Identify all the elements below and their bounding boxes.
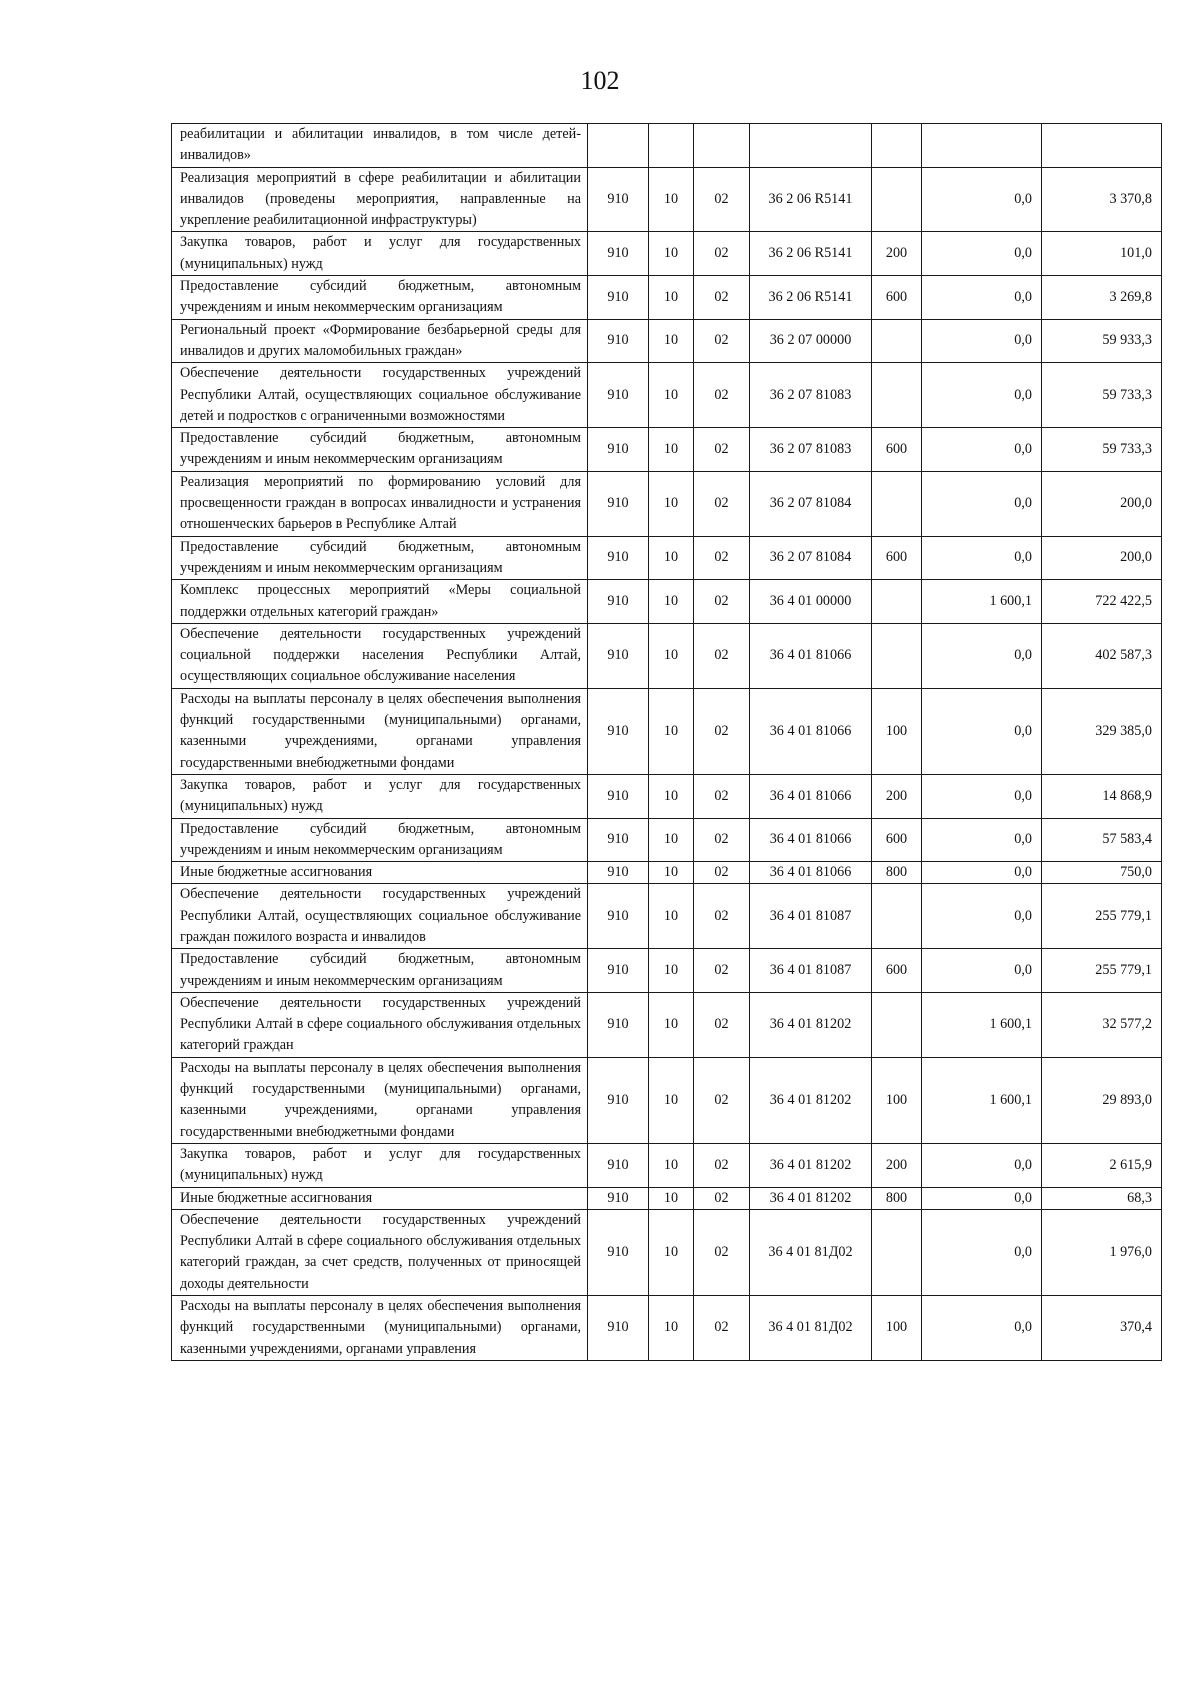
subsection-code-cell: 02 <box>694 862 750 884</box>
table-row <box>172 774 1162 818</box>
table-row <box>172 1187 1162 1209</box>
amount-cell-2: 59 933,3 <box>1042 319 1162 363</box>
expense-type-cell: 200 <box>872 232 922 276</box>
admin-code-cell: 910 <box>588 232 649 276</box>
amount-cell-1: 0,0 <box>922 884 1042 949</box>
target-article-cell: 36 4 01 81087 <box>750 949 872 993</box>
admin-code-cell: 910 <box>588 1296 649 1361</box>
expense-name-cell: Предоставление субсидий бюджетным, автономным учреждениям и иным некоммерческим организациям <box>172 428 588 472</box>
target-article-cell: 36 2 07 81083 <box>750 363 872 428</box>
target-article-cell: 36 2 06 R5141 <box>750 232 872 276</box>
table-row <box>172 471 1162 536</box>
table-row <box>172 884 1162 949</box>
subsection-code-cell: 02 <box>694 319 750 363</box>
table-row <box>172 319 1162 363</box>
target-article-cell: 36 4 01 81066 <box>750 818 872 862</box>
amount-cell-2: 722 422,5 <box>1042 580 1162 624</box>
admin-code-cell: 910 <box>588 319 649 363</box>
amount-cell-2: 14 868,9 <box>1042 774 1162 818</box>
amount-cell-1: 0,0 <box>922 688 1042 774</box>
amount-cell-2: 2 615,9 <box>1042 1143 1162 1187</box>
expense-type-cell <box>872 471 922 536</box>
subsection-code-cell <box>694 124 750 168</box>
section-code-cell: 10 <box>649 536 694 580</box>
target-article-cell: 36 2 06 R5141 <box>750 167 872 232</box>
section-code-cell: 10 <box>649 992 694 1057</box>
target-article-cell: 36 4 01 81202 <box>750 1187 872 1209</box>
section-code-cell: 10 <box>649 363 694 428</box>
subsection-code-cell: 02 <box>694 688 750 774</box>
expense-name-cell: Расходы на выплаты персоналу в целях обеспечения выполнения функций государственными (муниципальными) органами, казенными учреждениями, органами управления государственными внебюджетными фондами <box>172 688 588 774</box>
expense-name-cell: Иные бюджетные ассигнования <box>172 862 588 884</box>
table-row <box>172 167 1162 232</box>
admin-code-cell: 910 <box>588 1187 649 1209</box>
subsection-code-cell: 02 <box>694 536 750 580</box>
admin-code-cell: 910 <box>588 363 649 428</box>
amount-cell-2 <box>1042 124 1162 168</box>
admin-code-cell: 910 <box>588 428 649 472</box>
expense-name-cell: Реализация мероприятий в сфере реабилитации и абилитации инвалидов (проведены мероприятия, направленные на укрепление реабилитационной инфраструктуры) <box>172 167 588 232</box>
admin-code-cell: 910 <box>588 949 649 993</box>
expense-type-cell: 200 <box>872 774 922 818</box>
section-code-cell: 10 <box>649 774 694 818</box>
section-code-cell: 10 <box>649 428 694 472</box>
subsection-code-cell: 02 <box>694 1057 750 1143</box>
expense-name-cell: Обеспечение деятельности государственных учреждений Республики Алтай в сфере социального обслуживания отдельных категорий граждан, за счет средств, полученных от приносящей доходы деятельности <box>172 1209 588 1295</box>
expense-type-cell <box>872 884 922 949</box>
subsection-code-cell: 02 <box>694 167 750 232</box>
amount-cell-1: 0,0 <box>922 623 1042 688</box>
subsection-code-cell: 02 <box>694 774 750 818</box>
expense-name-cell: Закупка товаров, работ и услуг для государственных (муниципальных) нужд <box>172 1143 588 1187</box>
amount-cell-2: 29 893,0 <box>1042 1057 1162 1143</box>
admin-code-cell: 910 <box>588 536 649 580</box>
table-body <box>172 124 1162 1361</box>
target-article-cell: 36 4 01 81202 <box>750 992 872 1057</box>
admin-code-cell: 910 <box>588 992 649 1057</box>
amount-cell-2: 402 587,3 <box>1042 623 1162 688</box>
subsection-code-cell: 02 <box>694 580 750 624</box>
section-code-cell: 10 <box>649 319 694 363</box>
target-article-cell: 36 4 01 81202 <box>750 1143 872 1187</box>
amount-cell-1: 0,0 <box>922 363 1042 428</box>
admin-code-cell: 910 <box>588 688 649 774</box>
amount-cell-1: 0,0 <box>922 1296 1042 1361</box>
expense-name-cell: реабилитации и абилитации инвалидов, в том числе детей-инвалидов» <box>172 124 588 168</box>
section-code-cell: 10 <box>649 818 694 862</box>
table-row <box>172 688 1162 774</box>
amount-cell-1 <box>922 124 1042 168</box>
subsection-code-cell: 02 <box>694 623 750 688</box>
expense-type-cell: 200 <box>872 1143 922 1187</box>
expense-type-cell <box>872 124 922 168</box>
amount-cell-2: 57 583,4 <box>1042 818 1162 862</box>
table-row <box>172 862 1162 884</box>
amount-cell-1: 1 600,1 <box>922 1057 1042 1143</box>
amount-cell-1: 0,0 <box>922 276 1042 320</box>
amount-cell-1: 0,0 <box>922 1209 1042 1295</box>
expense-type-cell <box>872 580 922 624</box>
amount-cell-2: 59 733,3 <box>1042 428 1162 472</box>
subsection-code-cell: 02 <box>694 276 750 320</box>
target-article-cell: 36 4 01 81066 <box>750 623 872 688</box>
section-code-cell: 10 <box>649 232 694 276</box>
target-article-cell: 36 4 01 81087 <box>750 884 872 949</box>
amount-cell-2: 59 733,3 <box>1042 363 1162 428</box>
target-article-cell: 36 4 01 81202 <box>750 1057 872 1143</box>
expense-name-cell: Предоставление субсидий бюджетным, автономным учреждениям и иным некоммерческим организациям <box>172 818 588 862</box>
table-row <box>172 580 1162 624</box>
target-article-cell: 36 4 01 81Д02 <box>750 1296 872 1361</box>
table-row <box>172 623 1162 688</box>
subsection-code-cell: 02 <box>694 884 750 949</box>
table-row <box>172 363 1162 428</box>
expense-type-cell <box>872 992 922 1057</box>
table-row <box>172 276 1162 320</box>
table-row <box>172 992 1162 1057</box>
subsection-code-cell: 02 <box>694 818 750 862</box>
amount-cell-2: 68,3 <box>1042 1187 1162 1209</box>
section-code-cell: 10 <box>649 1209 694 1295</box>
target-article-cell: 36 4 01 00000 <box>750 580 872 624</box>
section-code-cell: 10 <box>649 884 694 949</box>
expense-name-cell: Расходы на выплаты персоналу в целях обеспечения выполнения функций государственными (муниципальными) органами, казенными учреждениями, органами управления государственными внебюджетными фондами <box>172 1057 588 1143</box>
subsection-code-cell: 02 <box>694 949 750 993</box>
amount-cell-2: 255 779,1 <box>1042 884 1162 949</box>
admin-code-cell: 910 <box>588 580 649 624</box>
section-code-cell: 10 <box>649 1296 694 1361</box>
amount-cell-2: 101,0 <box>1042 232 1162 276</box>
expense-type-cell: 600 <box>872 276 922 320</box>
amount-cell-1: 0,0 <box>922 774 1042 818</box>
expense-type-cell <box>872 319 922 363</box>
expense-name-cell: Предоставление субсидий бюджетным, автономным учреждениям и иным некоммерческим организациям <box>172 949 588 993</box>
table-row <box>172 428 1162 472</box>
amount-cell-1: 0,0 <box>922 949 1042 993</box>
expense-name-cell: Региональный проект «Формирование безбарьерной среды для инвалидов и других маломобильных граждан» <box>172 319 588 363</box>
section-code-cell: 10 <box>649 623 694 688</box>
section-code-cell: 10 <box>649 276 694 320</box>
expense-type-cell: 600 <box>872 949 922 993</box>
amount-cell-1: 0,0 <box>922 319 1042 363</box>
budget-table <box>171 123 1162 1361</box>
amount-cell-1: 0,0 <box>922 818 1042 862</box>
expense-name-cell: Иные бюджетные ассигнования <box>172 1187 588 1209</box>
section-code-cell: 10 <box>649 862 694 884</box>
expense-type-cell: 800 <box>872 1187 922 1209</box>
table-row <box>172 1143 1162 1187</box>
expense-name-cell: Предоставление субсидий бюджетным, автономным учреждениям и иным некоммерческим организациям <box>172 276 588 320</box>
subsection-code-cell: 02 <box>694 1143 750 1187</box>
admin-code-cell: 910 <box>588 623 649 688</box>
expense-type-cell <box>872 167 922 232</box>
target-article-cell: 36 4 01 81Д02 <box>750 1209 872 1295</box>
amount-cell-1: 0,0 <box>922 471 1042 536</box>
section-code-cell: 10 <box>649 949 694 993</box>
target-article-cell: 36 2 07 81084 <box>750 536 872 580</box>
target-article-cell: 36 4 01 81066 <box>750 774 872 818</box>
table-row <box>172 1057 1162 1143</box>
expense-name-cell: Обеспечение деятельности государственных учреждений Республики Алтай в сфере социального обслуживания отдельных категорий граждан <box>172 992 588 1057</box>
admin-code-cell: 910 <box>588 471 649 536</box>
subsection-code-cell: 02 <box>694 471 750 536</box>
amount-cell-2: 1 976,0 <box>1042 1209 1162 1295</box>
page-number: 102 <box>580 66 620 95</box>
section-code-cell: 10 <box>649 688 694 774</box>
expense-name-cell: Предоставление субсидий бюджетным, автономным учреждениям и иным некоммерческим организациям <box>172 536 588 580</box>
amount-cell-1: 0,0 <box>922 428 1042 472</box>
expense-name-cell: Комплекс процессных мероприятий «Меры социальной поддержки отдельных категорий граждан» <box>172 580 588 624</box>
admin-code-cell: 910 <box>588 276 649 320</box>
expense-name-cell: Закупка товаров, работ и услуг для государственных (муниципальных) нужд <box>172 232 588 276</box>
expense-name-cell: Обеспечение деятельности государственных учреждений Республики Алтай, осуществляющих социальное обслуживание граждан пожилого возраста и инвалидов <box>172 884 588 949</box>
expense-name-cell: Закупка товаров, работ и услуг для государственных (муниципальных) нужд <box>172 774 588 818</box>
expense-name-cell: Реализация мероприятий по формированию условий для просвещенности граждан в вопросах инвалидности и устранения отношенческих барьеров в Республике Алтай <box>172 471 588 536</box>
table-row <box>172 124 1162 168</box>
section-code-cell: 10 <box>649 1187 694 1209</box>
admin-code-cell: 910 <box>588 1057 649 1143</box>
expense-name-cell: Обеспечение деятельности государственных учреждений Республики Алтай, осуществляющих социальное обслуживание детей и подростков с ограниченными возможностями <box>172 363 588 428</box>
expense-type-cell: 100 <box>872 688 922 774</box>
expense-type-cell <box>872 1209 922 1295</box>
admin-code-cell <box>588 124 649 168</box>
expense-type-cell <box>872 623 922 688</box>
amount-cell-2: 370,4 <box>1042 1296 1162 1361</box>
target-article-cell: 36 2 07 81084 <box>750 471 872 536</box>
admin-code-cell: 910 <box>588 774 649 818</box>
admin-code-cell: 910 <box>588 1143 649 1187</box>
amount-cell-1: 1 600,1 <box>922 992 1042 1057</box>
amount-cell-2: 3 370,8 <box>1042 167 1162 232</box>
amount-cell-1: 0,0 <box>922 536 1042 580</box>
amount-cell-2: 329 385,0 <box>1042 688 1162 774</box>
subsection-code-cell: 02 <box>694 232 750 276</box>
amount-cell-2: 200,0 <box>1042 471 1162 536</box>
expense-type-cell: 600 <box>872 428 922 472</box>
amount-cell-1: 0,0 <box>922 1143 1042 1187</box>
amount-cell-1: 0,0 <box>922 232 1042 276</box>
target-article-cell: 36 2 07 00000 <box>750 319 872 363</box>
table-row <box>172 232 1162 276</box>
section-code-cell: 10 <box>649 580 694 624</box>
table-row <box>172 949 1162 993</box>
amount-cell-2: 255 779,1 <box>1042 949 1162 993</box>
expense-type-cell: 100 <box>872 1296 922 1361</box>
section-code-cell <box>649 124 694 168</box>
target-article-cell: 36 4 01 81066 <box>750 862 872 884</box>
section-code-cell: 10 <box>649 1057 694 1143</box>
admin-code-cell: 910 <box>588 818 649 862</box>
target-article-cell <box>750 124 872 168</box>
expense-type-cell <box>872 363 922 428</box>
amount-cell-2: 200,0 <box>1042 536 1162 580</box>
target-article-cell: 36 4 01 81066 <box>750 688 872 774</box>
admin-code-cell: 910 <box>588 167 649 232</box>
amount-cell-1: 0,0 <box>922 167 1042 232</box>
amount-cell-1: 0,0 <box>922 1187 1042 1209</box>
subsection-code-cell: 02 <box>694 1296 750 1361</box>
section-code-cell: 10 <box>649 167 694 232</box>
amount-cell-1: 1 600,1 <box>922 580 1042 624</box>
amount-cell-1: 0,0 <box>922 862 1042 884</box>
admin-code-cell: 910 <box>588 884 649 949</box>
admin-code-cell: 910 <box>588 862 649 884</box>
section-code-cell: 10 <box>649 471 694 536</box>
target-article-cell: 36 2 07 81083 <box>750 428 872 472</box>
subsection-code-cell: 02 <box>694 428 750 472</box>
expense-type-cell: 100 <box>872 1057 922 1143</box>
subsection-code-cell: 02 <box>694 1187 750 1209</box>
expense-type-cell: 600 <box>872 536 922 580</box>
expense-name-cell: Обеспечение деятельности государственных учреждений социальной поддержки населения Республики Алтай, осуществляющих социальное обслуживание населения <box>172 623 588 688</box>
amount-cell-2: 32 577,2 <box>1042 992 1162 1057</box>
expense-type-cell: 600 <box>872 818 922 862</box>
subsection-code-cell: 02 <box>694 363 750 428</box>
expense-type-cell: 800 <box>872 862 922 884</box>
table-row <box>172 536 1162 580</box>
admin-code-cell: 910 <box>588 1209 649 1295</box>
expense-name-cell: Расходы на выплаты персоналу в целях обеспечения выполнения функций государственными (муниципальными) органами, казенными учреждениями, органами управления <box>172 1296 588 1361</box>
target-article-cell: 36 2 06 R5141 <box>750 276 872 320</box>
subsection-code-cell: 02 <box>694 1209 750 1295</box>
table-row <box>172 818 1162 862</box>
section-code-cell: 10 <box>649 1143 694 1187</box>
table-row <box>172 1296 1162 1361</box>
subsection-code-cell: 02 <box>694 992 750 1057</box>
table-row <box>172 1209 1162 1295</box>
amount-cell-2: 750,0 <box>1042 862 1162 884</box>
amount-cell-2: 3 269,8 <box>1042 276 1162 320</box>
